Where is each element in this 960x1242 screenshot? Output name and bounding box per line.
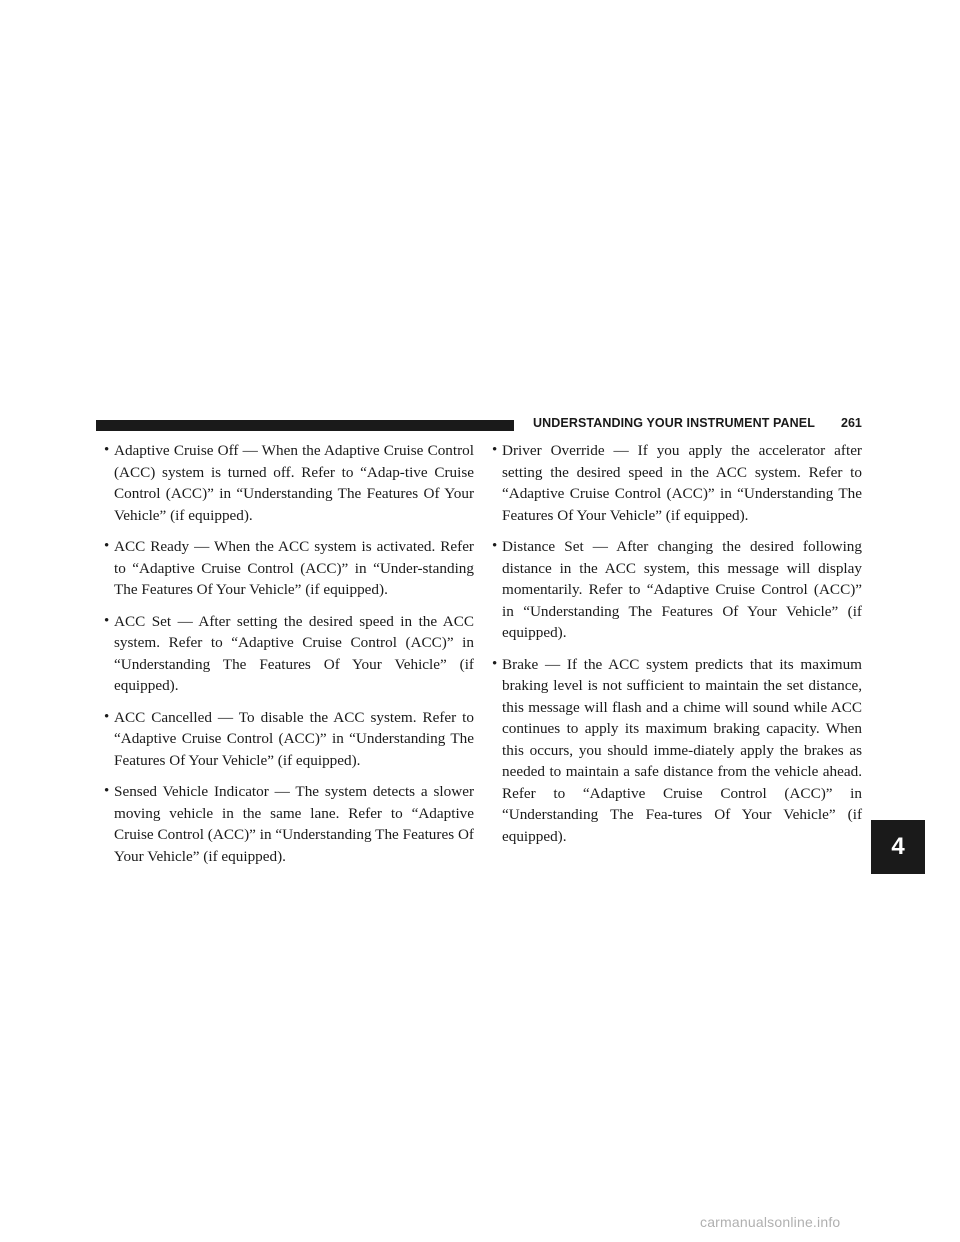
- page-number: 261: [841, 416, 862, 430]
- list-item: [104, 707, 474, 772]
- header-rule: [96, 420, 514, 431]
- bullet-icon: •: [492, 538, 498, 554]
- bullet-icon: •: [104, 612, 110, 629]
- watermark: carmanualsonline.info: [700, 1214, 841, 1230]
- list-item-text: ACC Cancelled — To disable the ACC system. Refer to “Adaptive Cruise Control (ACC)” in “Understanding The Features Of Your Vehicle” (if equipped).: [114, 708, 474, 769]
- bullet-icon: •: [492, 655, 498, 672]
- list-item: [492, 536, 862, 644]
- list-item: [492, 440, 862, 526]
- bullet-icon: •: [492, 442, 498, 458]
- list-item: [104, 440, 474, 526]
- list-item-text: Sensed Vehicle Indicator — The system detects a slower moving vehicle in the same lane. Refer to “Adaptive Cruise Control (ACC)” in “Understanding The Features Of Your Vehicle” (if equipped).: [114, 783, 474, 865]
- list-item: [104, 536, 474, 601]
- list-item: [104, 611, 474, 697]
- list-item-text: ACC Ready — When the ACC system is activated. Refer to “Adaptive Cruise Control (ACC)” in “Under-standing The Features Of Your Vehicle” (if equipped).: [114, 538, 474, 598]
- bullet-icon: •: [104, 708, 110, 725]
- list-item-text: Adaptive Cruise Off — When the Adaptive Cruise Control (ACC) system is turned off. Refer to “Adap-tive Cruise Control (ACC)” in “Understanding The Features Of Your Vehicle” (if equipped).: [114, 442, 474, 524]
- right-column: [492, 440, 862, 857]
- bullet-icon: •: [104, 442, 110, 458]
- bullet-icon: •: [104, 783, 110, 799]
- list-item: [492, 654, 862, 848]
- list-item: [104, 781, 474, 867]
- chapter-tab: 4: [871, 820, 925, 874]
- list-item-text: Distance Set — After changing the desired following distance in the ACC system, this message will display momentarily. Refer to “Adaptive Cruise Control (ACC)” in “Understanding The Features Of Your Vehicle” (if equipped).: [502, 538, 862, 641]
- left-column: [104, 440, 474, 877]
- list-item-text: Driver Override — If you apply the accelerator after setting the desired speed in the ACC system. Refer to “Adaptive Cruise Control (ACC)” in “Understanding The Features Of Your Vehicle” (if equipped).: [502, 442, 862, 524]
- list-item-text: ACC Set — After setting the desired speed in the ACC system. Refer to “Adaptive Cruise Control (ACC)” in “Understanding The Features Of Your Vehicle” (if equipped).: [114, 612, 474, 694]
- section-title: UNDERSTANDING YOUR INSTRUMENT PANEL: [533, 416, 815, 430]
- bullet-icon: •: [104, 538, 110, 554]
- list-item-text: Brake — If the ACC system predicts that its maximum braking level is not sufficient to maintain the set distance, this message will flash and a chime will sound while ACC continues to apply its maximum braking capacity. When this occurs, you should imme-diately apply the brakes as needed to maintain a safe distance from the vehicle ahead. Refer to “Adaptive Cruise Control (ACC)” in “Understanding The Fea-tures Of Your Vehicle” (if equipped).: [502, 655, 862, 845]
